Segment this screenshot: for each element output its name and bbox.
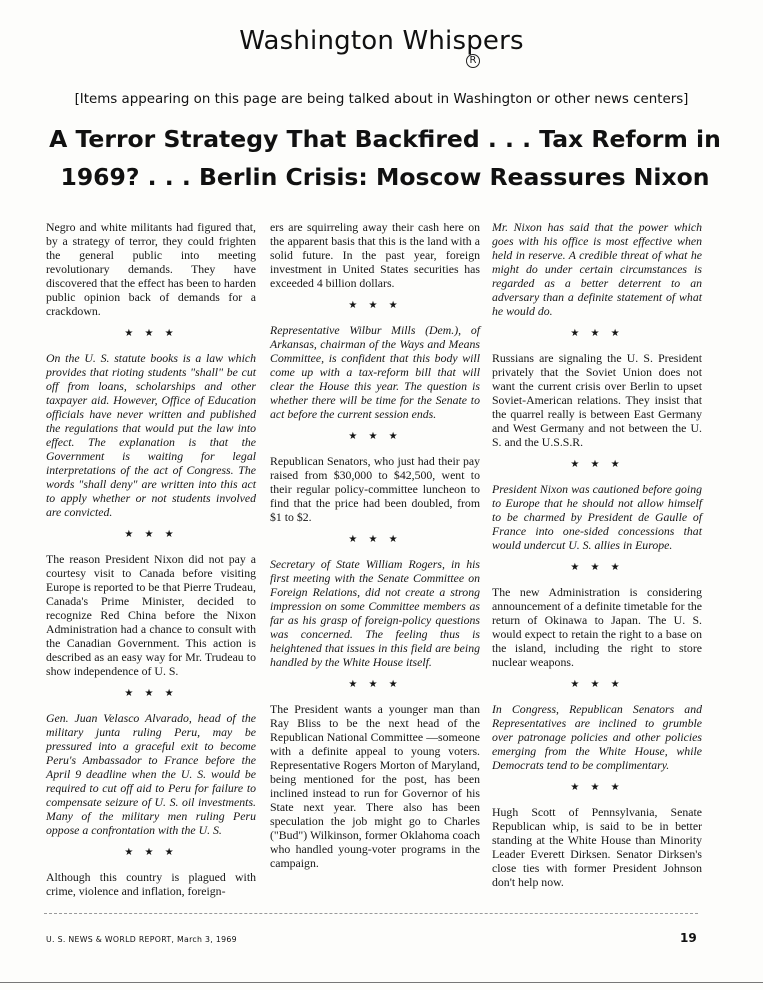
news-item: Negro and white militants had figured that, by a strategy of terror, they could frighten the general public into meeting revolutionary demands. They have discovered that the effect has been to harden public opinion back of demands for a crackdown.: [46, 220, 256, 318]
headline: [40, 120, 730, 196]
publication-line: U. S. NEWS & WORLD REPORT, March 3, 1969: [46, 935, 237, 944]
column-2: [270, 220, 480, 870]
star-separator: ★ ★ ★: [124, 688, 178, 699]
star-separator: ★ ★ ★: [348, 679, 402, 690]
registered-mark: R: [466, 54, 480, 68]
star-separator: ★ ★ ★: [124, 529, 178, 540]
news-item: On the U. S. statute books is a law which provides that rioting students "shall" be cut off from loans, scholarships and other taxpayer aid. However, Office of Education officials have never written and published the regulations that would put the law into effect. The explanation is that the Government is waiting for legal interpretations of the act of Congress. The words "shall deny" are written into this act to apply whether or not students involved are convicted.: [46, 351, 256, 519]
star-separator: ★ ★ ★: [570, 459, 624, 470]
star-separator: ★ ★ ★: [348, 431, 402, 442]
news-item: Although this country is plagued with crime, violence and inflation, foreign-: [46, 870, 256, 898]
star-separator: ★ ★ ★: [124, 847, 178, 858]
news-item: Russians are signaling the U. S. President privately that the Soviet Union does not want the current crisis over Berlin to upset Soviet-American relations. They insist that the quarrel really is between East Germany and West Germany and not between the U. S. and the U.S.S.R.: [492, 351, 702, 449]
news-item: Representative Wilbur Mills (Dem.), of Arkansas, chairman of the Ways and Means Committee, is confident that this body will come up with a tax-reform bill that will clear the House this year. The question is whether there will be time for the Senate to act before the current session ends.: [270, 323, 480, 421]
masthead-title: Washington Whispers: [239, 26, 524, 56]
page-note: [Items appearing on this page are being talked about in Washington or other news centers]: [74, 92, 689, 107]
star-separator: ★ ★ ★: [570, 562, 624, 573]
column-1: [46, 220, 256, 898]
news-item: Gen. Juan Velasco Alvarado, head of the military junta ruling Peru, may be pressured into a graceful exit to become Peru's Ambassador to France before the April 9 deadline when the U. S. would be required to cut off aid to Peru for failure to compensate seizure of U. S. oil investments. Many of the military men ruling Peru oppose a confrontation with the U. S.: [46, 711, 256, 837]
news-item: Secretary of State William Rogers, in his first meeting with the Senate Committee on Foreign Relations, did not create a strong impression on some Committee members as far as his grasp of foreign-policy questions was concerned. The feeling thus is heightened that issues in this field are being handled by the White House itself.: [270, 557, 480, 669]
star-separator: ★ ★ ★: [570, 328, 624, 339]
footer-rule: [44, 913, 698, 914]
news-item: ers are squirreling away their cash here on the apparent basis that this is the land with a solid future. In the past year, foreign investment in United States securities has exceeded 4 billion dollars.: [270, 220, 480, 290]
page-edge-line: [0, 982, 763, 983]
news-item: The new Administration is considering announcement of a definite timetable for the return of Okinawa to Japan. The U. S. would expect to retain the right to a base on the island, including the right to store nuclear weapons.: [492, 585, 702, 669]
page-number: 19: [680, 931, 697, 945]
news-item: President Nixon was cautioned before going to Europe that he should not allow himself to be charmed by President de Gaulle of France into one-sided concessions that would undercut U. S. allies in Europe.: [492, 482, 702, 552]
star-separator: ★ ★ ★: [348, 534, 402, 545]
headline-line-1: A Terror Strategy That Backfired . . . Tax Reform in: [49, 125, 721, 153]
star-separator: ★ ★ ★: [348, 300, 402, 311]
headline-line-2: 1969? . . . Berlin Crisis: Moscow Reassures Nixon: [60, 163, 710, 191]
news-item: The reason President Nixon did not pay a courtesy visit to Canada before visiting Europe is reported to be that Pierre Trudeau, Canada's Prime Minister, decided to recognize Red China before the Nixon Administration had a chance to consult with the Canadian Government. This action is described as an easy way for Mr. Trudeau to show independence of U. S.: [46, 552, 256, 678]
news-item: In Congress, Republican Senators and Representatives are inclined to grumble over patronage policies and other policies emerging from the White House, while Democrats tend to be complimentary.: [492, 702, 702, 772]
star-separator: ★ ★ ★: [570, 679, 624, 690]
star-separator: ★ ★ ★: [570, 782, 624, 793]
star-separator: ★ ★ ★: [124, 328, 178, 339]
column-3: [492, 220, 702, 889]
news-item: Republican Senators, who just had their pay raised from $30,000 to $42,500, went to their regular policy-committee luncheon to find that the price had been doubled, from $1 to $2.: [270, 454, 480, 524]
news-item: Hugh Scott of Pennsylvania, Senate Republican whip, is said to be in better standing at the White House than Minority Leader Everett Dirksen. Senator Dirksen's close ties with former President Johnson don't help now.: [492, 805, 702, 889]
news-item: The President wants a younger man than Ray Bliss to be the next head of the Republican National Committee —someone with a definite appeal to young voters. Representative Rogers Morton of Maryland, being mentioned for the post, has been inclined instead to run for Governor of his State next year. There also has been speculation the job might go to Charles ("Bud") Wilkinson, former Oklahoma coach who handled young-voter programs in the campaign.: [270, 702, 480, 870]
news-item: Mr. Nixon has said that the power which goes with his office is most effective when held in reserve. A credible threat of what he might do under certain circumstances is regarded as a better deterrent to an adversary than a definite statement of what he would do.: [492, 220, 702, 318]
